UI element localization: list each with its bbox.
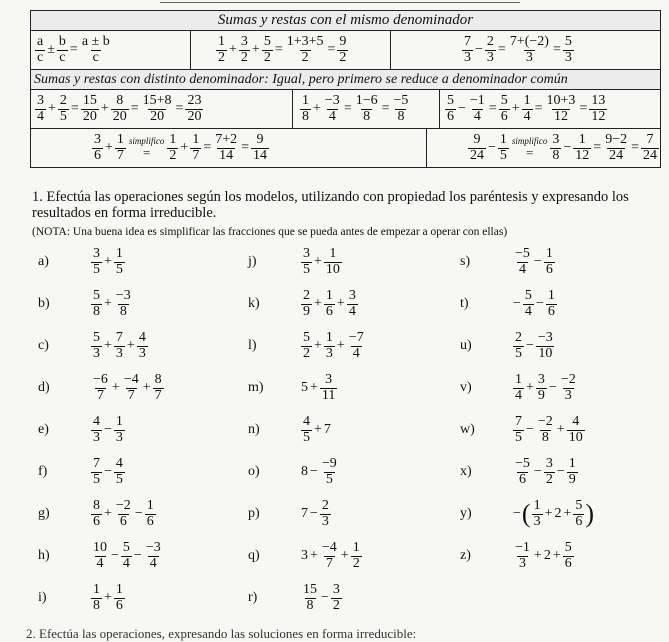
exercise-q: q) 3 + $\frac{-4}{7}$ + $\frac{1}{2}$ xyxy=(248,540,360,571)
general-rule-cell: $\frac{a}{c}$ ± $\frac{b}{c}$ = $\frac{a \pm b}{c}$ xyxy=(31,31,191,70)
exercise-r: r) $\frac{15}{8}$ − $\frac{3}{2}$ xyxy=(248,582,340,613)
exercise-1-instructions: 1. Efectúa las operaciones según los modelos, utilizando con propiedad los paréntesis y expresando los resultados en forma irreducible. xyxy=(32,189,629,221)
different-denominator-examples xyxy=(31,90,661,129)
exercise-t: t) − $\frac{5}{4}$ − $\frac{1}{6}$ xyxy=(460,288,555,319)
exercise-p: p) 7 − $\frac{2}{3}$ xyxy=(248,498,329,529)
exercise-s: s) $\frac{-5}{4}$ − $\frac{1}{6}$ xyxy=(460,246,553,277)
exercise-2-cutoff-heading: 2. Efectúa las operaciones, expresando las soluciones en forma irreducible: xyxy=(26,626,417,641)
exercise-a: a) $\frac{3}{5}$ + $\frac{1}{5}$ xyxy=(38,246,123,277)
exercise-z: z) $\frac{-1}{3}$ + 2 + $\frac{5}{6}$ xyxy=(460,540,572,571)
exercise-h: h) $\frac{10}{4}$ − $\frac{5}{4}$ − $\frac{-3}{4}$ xyxy=(38,540,161,571)
exercise-o: o) 8 − $\frac{-9}{5}$ xyxy=(248,456,337,487)
exercise-j: j) $\frac{3}{5}$ + $\frac{1}{10}$ xyxy=(248,246,340,277)
same-denominator-header: Sumas y restas con el mismo denominador xyxy=(31,11,661,31)
exercise-v: v) $\frac{1}{4}$ + $\frac{3}{9}$ − $\frac{-2}{3}$ xyxy=(460,372,576,403)
exercise-y: y) − ( $\frac{1}{3}$ + 2 + $\frac{5}{6}$ ) xyxy=(460,498,595,529)
exercise-k: k) $\frac{2}{9}$ + $\frac{1}{6}$ + $\frac{3}{4}$ xyxy=(248,288,356,319)
exercise-g: g) $\frac{8}{6}$ + $\frac{-2}{6}$ − $\frac{1}{6}$ xyxy=(38,498,154,529)
same-denominator-example-1: $\frac{1}{2}$ + $\frac{3}{2}$ + $\frac{5}{2}$ = $\frac{1+3+5}{2}$ = $\frac{9}{2}$ xyxy=(191,31,391,70)
exercise-i: i) $\frac{1}{8}$ + $\frac{1}{6}$ xyxy=(38,582,123,613)
diff-example-2: $\frac{1}{8}$ + $\frac{-3}{4}$ = $\frac{1-6}{8}$ = $\frac{-5}{8}$ xyxy=(293,90,440,128)
rules-table xyxy=(30,10,661,168)
exercise-w: w) $\frac{7}{5}$ − $\frac{-2}{8}$ + $\frac{4}{10}$ xyxy=(460,414,583,445)
different-denominator-header: Sumas y restas con distinto denominador: Igual, pero primero se reduce a denominador común xyxy=(31,70,661,90)
exercise-f: f) $\frac{7}{5}$ − $\frac{4}{5}$ xyxy=(38,456,123,487)
exercise-d: d) $\frac{-6}{7}$ + $\frac{-4}{7}$ + $\frac{8}{7}$ xyxy=(38,372,162,403)
exercise-x: x) $\frac{-5}{6}$ − $\frac{3}{2}$ − $\frac{1}{9}$ xyxy=(460,456,576,487)
simplify-example-2: $\frac{9}{24}$ − $\frac{1}{5}$ simplifico = $\frac{3}{8}$ − $\frac{1}{12}$ = $\frac{9-2}{24}$ = $\frac{7}{24}$ xyxy=(469,131,657,163)
exercise-e: e) $\frac{4}{3}$ − $\frac{1}{3}$ xyxy=(38,414,123,445)
exercise-u: u) $\frac{2}{5}$ − $\frac{-3}{10}$ xyxy=(460,330,553,361)
exercise-c: c) $\frac{5}{3}$ + $\frac{7}{3}$ + $\frac{4}{3}$ xyxy=(38,330,146,361)
exercise-b: b) $\frac{5}{8}$ + $\frac{-3}{8}$ xyxy=(38,288,131,319)
top-rule xyxy=(160,2,520,3)
exercise-n: n) $\frac{4}{5}$ + 7 xyxy=(248,414,331,445)
exercise-m: m) 5 + $\frac{3}{11}$ xyxy=(248,372,336,403)
same-denominator-example-2: $\frac{7}{3}$ − $\frac{2}{3}$ = $\frac{7+(-2)}{3}$ = $\frac{5}{3}$ xyxy=(391,31,661,70)
simplify-example-1: $\frac{3}{6}$ + $\frac{1}{7}$ simplifico = $\frac{1}{2}$ + $\frac{1}{7}$ = $\frac{7+2}{14}$ = $\frac{9}{14}$ xyxy=(31,129,427,167)
exercise-1-note: (NOTA: Una buena idea es simplificar las fracciones que se pueda antes de empezar a operar con ellas) xyxy=(32,226,508,238)
simplify-examples xyxy=(31,129,661,168)
exercise-l: l) $\frac{5}{2}$ + $\frac{1}{3}$ + $\frac{-7}{4}$ xyxy=(248,330,364,361)
diff-example-1: $\frac{3}{4}$ + $\frac{2}{5}$ = $\frac{15}{20}$ + $\frac{8}{20}$ = $\frac{15+8}{20}$ = $\frac{23}{20}$ xyxy=(31,90,293,128)
diff-example-3: $\frac{5}{6}$ − $\frac{-1}{4}$ = $\frac{5}{6}$ + $\frac{1}{4}$ = $\frac{10+3}{12}$ = $\frac{13}{12}$ xyxy=(447,92,606,124)
